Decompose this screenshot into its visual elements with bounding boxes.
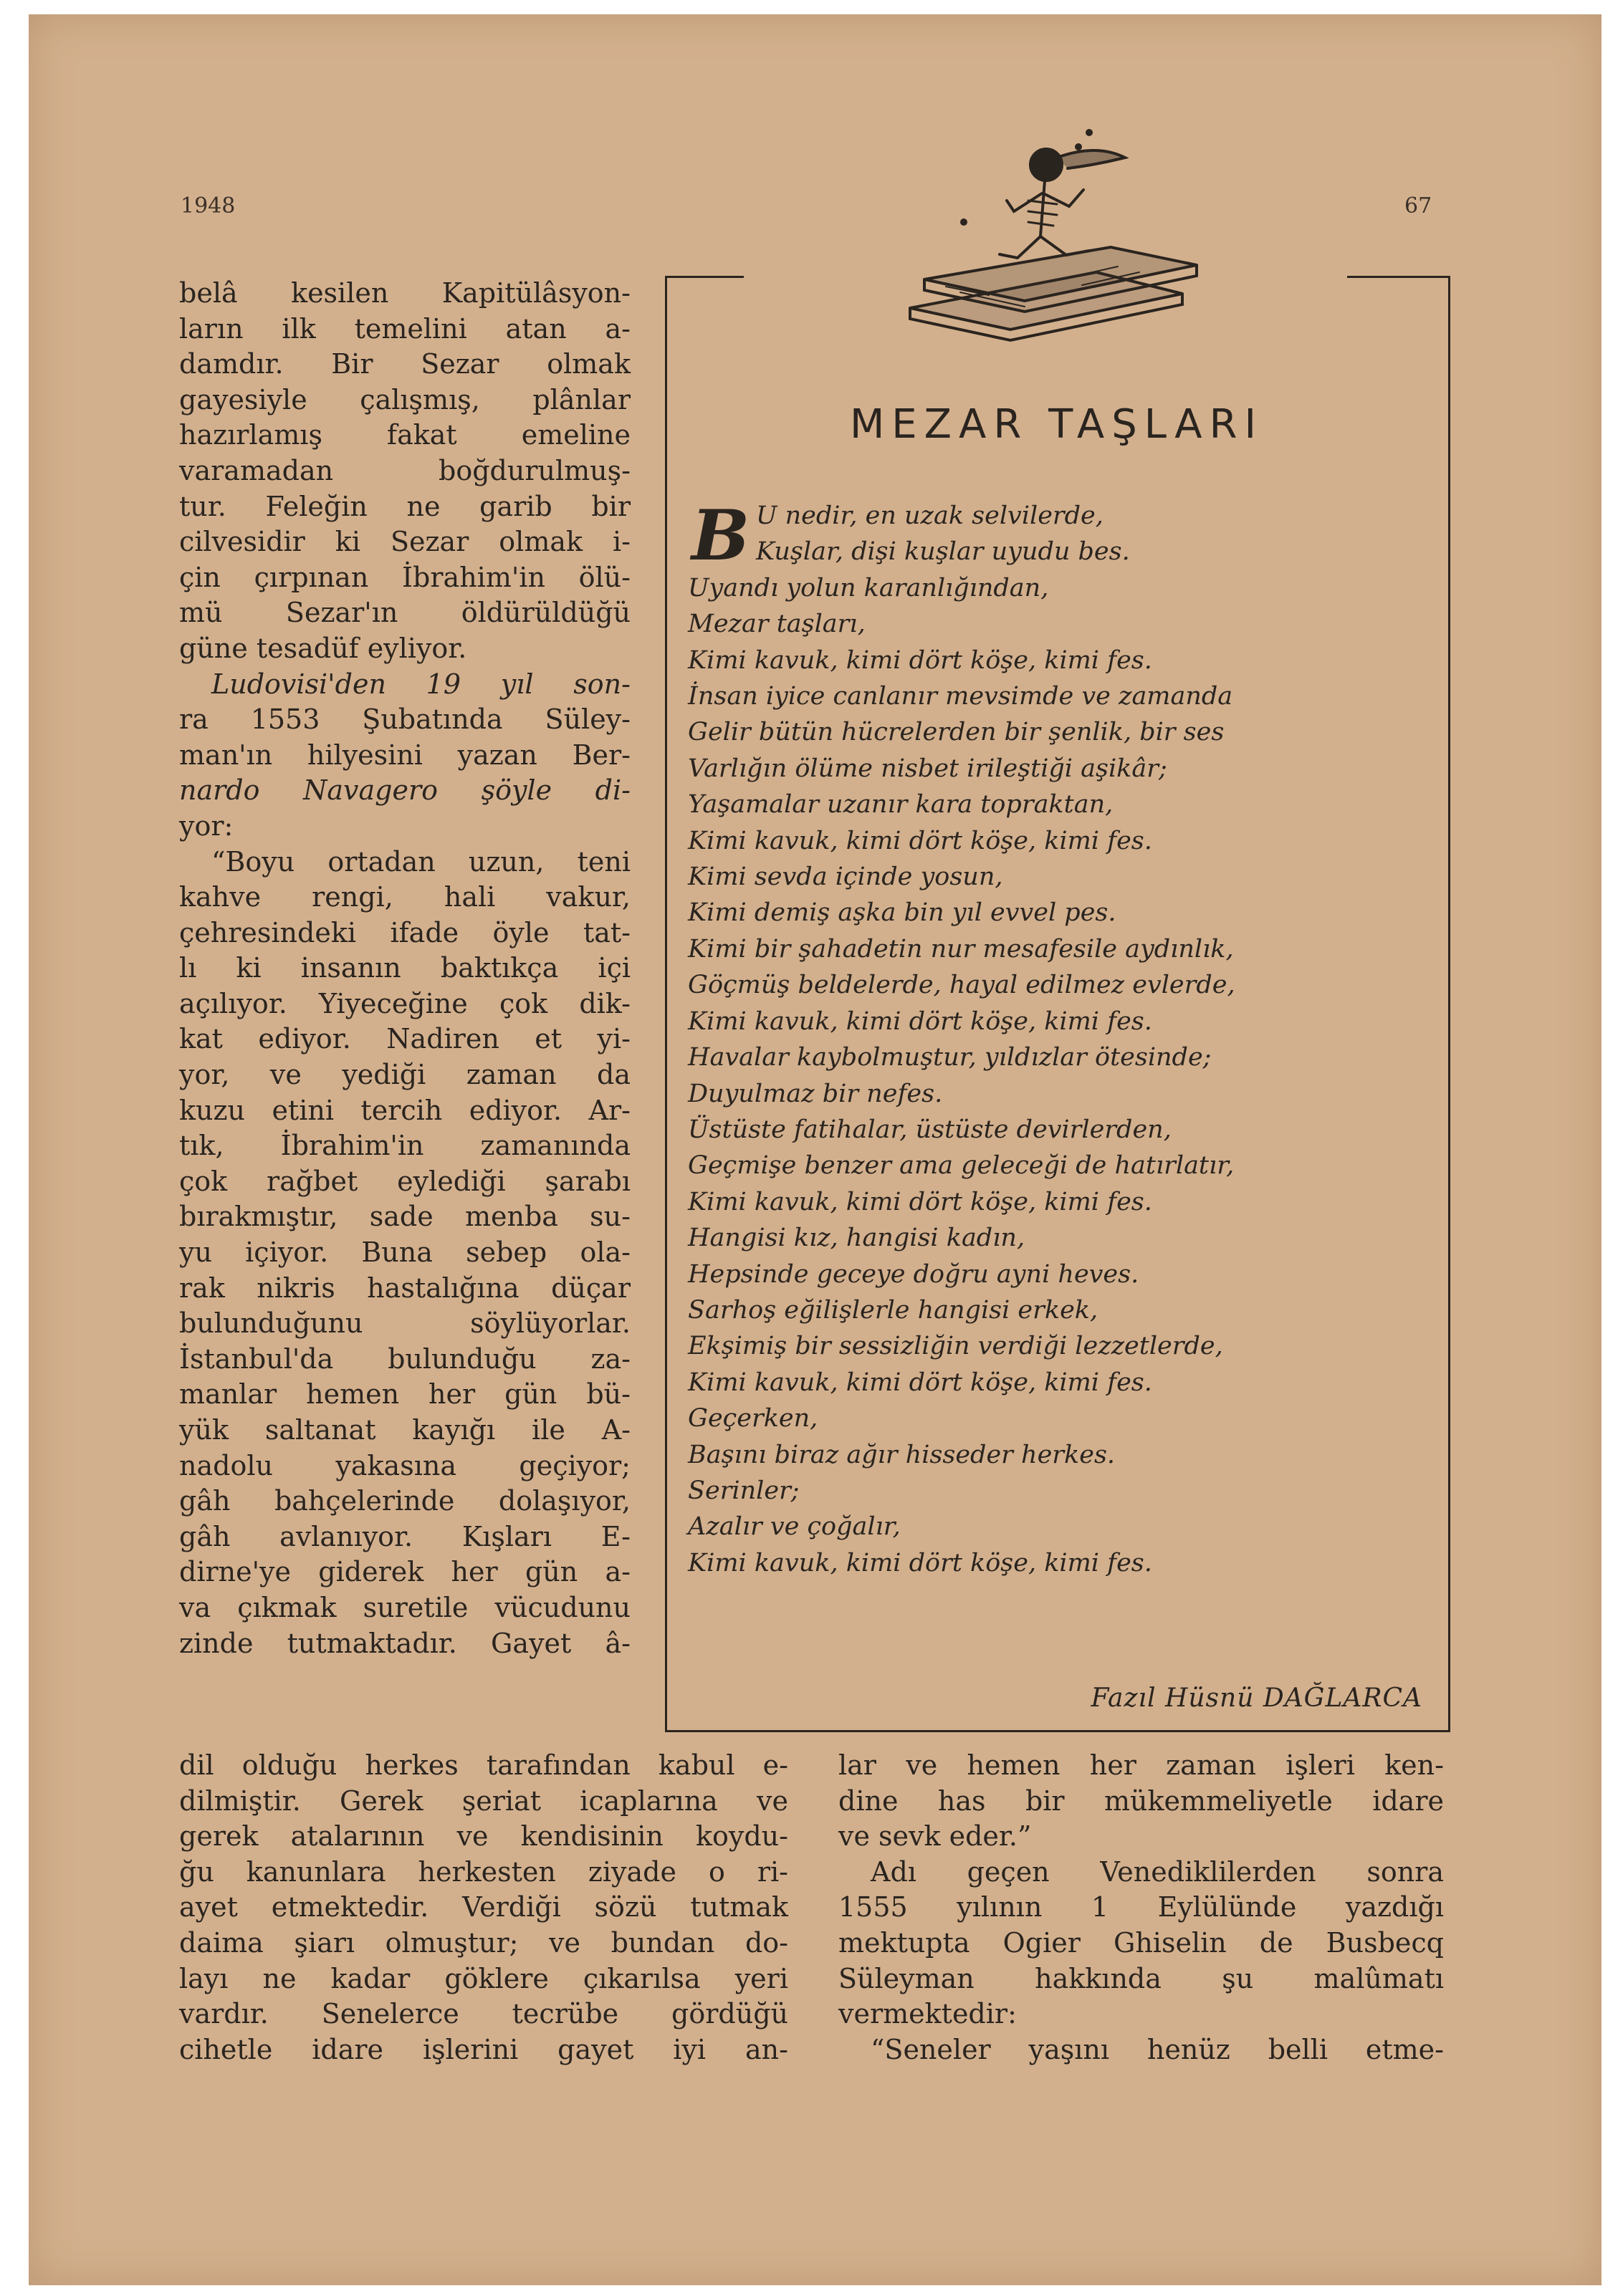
bottom-right-column-text: [838, 1748, 1444, 2067]
poem-line: Duyulmaz bir nefes.: [688, 1079, 943, 1108]
poem-line: Kimi kavuk, kimi dört köşe, kimi fes.: [688, 1368, 1152, 1397]
bottom-left-column-text: [179, 1748, 788, 2067]
text-line: yor, ve yediği zaman da: [179, 1059, 631, 1091]
text-line: Adı geçen Venediklilerden sonra: [871, 1855, 1444, 1888]
text-line: ğu kanunlara herkesten ziyade o ri-: [179, 1855, 788, 1888]
frame-top-left-rule: [665, 276, 744, 278]
text-line: “Seneler yaşını henüz belli etme-: [871, 2033, 1444, 2065]
poem-line: Geçmişe benzer ama geleceği de hatırlatır,: [688, 1151, 1235, 1181]
poem-line: Kimi bir şahadetin nur mesafesile aydınlık,: [688, 934, 1234, 964]
text-line: lı ki insanın baktıkça içi: [179, 952, 631, 984]
text-line: gâh avlanıyor. Kışları E-: [179, 1520, 631, 1552]
poem-line: Hepsinde geceye doğru ayni heves.: [688, 1259, 1139, 1289]
poem-author: Fazıl Hüsnü DAĞLARCA: [1091, 1683, 1422, 1713]
text-line: ların ilk temelini atan a-: [179, 312, 631, 345]
page-number: 67: [1404, 193, 1432, 218]
poem-line: U nedir, en uzak selvilerde,: [756, 501, 1103, 530]
text-line: nadolu yakasına geçiyor;: [179, 1449, 631, 1481]
text-line: ra 1553 Şubatında Süley-: [179, 703, 631, 736]
poem-line: Kimi kavuk, kimi dört köşe, kimi fes.: [688, 1007, 1152, 1036]
poem-line: Havalar kaybolmuştur, yıldızlar ötesinde;: [688, 1043, 1212, 1072]
poem-line: Yaşamalar uzanır kara topraktan,: [688, 790, 1114, 820]
poem-line: Kimi kavuk, kimi dört köşe, kimi fes.: [688, 645, 1152, 675]
frame-top-right-rule: [1347, 276, 1448, 278]
poem-line: Hangisi kız, hangisi kadın,: [688, 1224, 1025, 1253]
text-line: yu içiyor. Buna sebep ola-: [179, 1236, 631, 1269]
text-line: kuzu etini tercih ediyor. Ar-: [179, 1094, 631, 1126]
text-line: tık, İbrahim'in zamanında: [179, 1130, 631, 1162]
poem-line: Göçmüş beldelerde, hayal edilmez evlerde,: [688, 971, 1235, 1000]
text-line: 1555 yılının 1 Eylülünde yazdığı: [838, 1891, 1444, 1923]
text-line: va çıkmak suretile vücudunu: [179, 1591, 631, 1623]
left-column-text: [179, 276, 631, 1661]
text-line: cihetle idare işlerini gayet iyi an-: [179, 2033, 788, 2065]
text-line: tur. Feleğin ne garib bir: [179, 490, 631, 522]
text-line: dil olduğu herkes tarafından kabul e-: [179, 1749, 788, 1781]
text-line: çehresindeki ifade öyle tat-: [179, 916, 631, 948]
text-line: bulunduğunu söylüyorlar.: [179, 1307, 631, 1340]
text-line: belâ kesilen Kapitülâsyon-: [179, 277, 631, 309]
poem-line: Gelir bütün hücrelerden bir şenlik, bir ses: [688, 718, 1225, 747]
text-line: manlar hemen her gün bü-: [179, 1378, 631, 1411]
text-line: cilvesidir ki Sezar olmak i-: [179, 526, 631, 558]
text-line: gerek atalarının ve kendisinin koydu-: [179, 1820, 788, 1853]
poem-line: Geçerken,: [688, 1404, 818, 1433]
text-line: varamadan boğdurulmuş-: [179, 454, 631, 486]
poem-line: Varlığın ölüme nisbet irileştiği aşikâr;: [688, 754, 1167, 783]
text-line: dine has bir mükemmeliyetle idare: [838, 1785, 1444, 1817]
text-line: bırakmıştır, sade menba su-: [179, 1201, 631, 1233]
text-line: mü Sezar'ın öldürüldüğü: [179, 597, 631, 629]
text-line: layı ne kadar göklere çıkarılsa yeri: [179, 1962, 788, 1994]
text-line: “Boyu ortadan uzun, teni: [211, 845, 631, 878]
poem-line: Kimi sevda içinde yosun,: [688, 863, 1003, 892]
text-line: kahve rengi, hali vakur,: [179, 881, 631, 913]
text-line: İstanbul'da bulunduğu za-: [179, 1342, 631, 1375]
poem-line: Serinler;: [688, 1476, 800, 1505]
poem-line: Ekşimiş bir sessizliğin verdiği lezzetlerde,: [688, 1332, 1223, 1361]
text-line: nardo Navagero şöyle di-: [179, 774, 631, 807]
poem-line: Üstüste fatihalar, üstüste devirlerden,: [688, 1115, 1172, 1144]
poem-line: Başını biraz ağır hisseder herkes.: [688, 1440, 1116, 1469]
text-line: dilmiştir. Gerek şeriat icaplarına ve: [179, 1785, 788, 1817]
text-line: yor:: [179, 810, 234, 842]
text-line: lar ve hemen her zaman işleri ken-: [838, 1749, 1444, 1781]
poem-line: Kimi kavuk, kimi dört köşe, kimi fes.: [688, 1548, 1152, 1577]
poem-line: Uyandı yolun karanlığından,: [688, 573, 1049, 602]
page-year: 1948: [181, 193, 236, 218]
text-line: yük saltanat kayığı ile A-: [179, 1414, 631, 1446]
text-line: Ludovisi'den 19 yıl son-: [211, 668, 631, 700]
text-line: gâh bahçelerinde dolaşıyor,: [179, 1485, 631, 1517]
text-line: kat ediyor. Nadiren et yi-: [179, 1023, 631, 1055]
text-line: çin çırpınan İbrahim'in ölü-: [179, 561, 631, 593]
text-line: ve sevk eder.”: [838, 1820, 1032, 1853]
text-line: mektupta Ogier Ghiselin de Busbecq: [838, 1926, 1444, 1959]
poem-body: [688, 495, 1426, 1581]
poem-line: İnsan iyice canlanır mevsimde ve zamanda: [688, 682, 1233, 711]
poem-title: MEZAR TAŞLARI: [849, 401, 1263, 448]
poem-line: Mezar taşları,: [688, 610, 866, 639]
text-line: açılıyor. Yiyeceğine çok dik-: [179, 987, 631, 1019]
text-line: vermektedir:: [838, 1998, 1017, 2030]
text-line: man'ın hilyesini yazan Ber-: [179, 739, 631, 771]
text-line: güne tesadüf eyliyor.: [179, 632, 467, 664]
poem-drop-cap: B: [691, 495, 750, 576]
text-line: gayesiyle çalışmış, plânlar: [179, 383, 631, 416]
text-line: çok rağbet eylediği şarabı: [179, 1165, 631, 1197]
text-line: hazırlamış fakat emeline: [179, 419, 631, 451]
poem-line: Sarhoş eğilişlerle hangisi erkek,: [688, 1295, 1098, 1325]
poem-line: Azalır ve çoğalır,: [688, 1512, 901, 1542]
text-line: daima şiarı olmuştur; ve bundan do-: [179, 1926, 788, 1959]
text-line: damdır. Bir Sezar olmak: [179, 348, 631, 380]
text-line: Süleyman hakkında şu malûmatı: [838, 1962, 1444, 1994]
poem-line: Kuşlar, dişi kuşlar uyudu bes.: [756, 537, 1130, 567]
text-line: vardır. Senelerce tecrübe gördüğü: [179, 1998, 788, 2030]
poem-line: Kimi demiş aşka bin yıl evvel pes.: [688, 898, 1116, 928]
text-line: ayet etmektedir. Verdiği sözü tutmak: [179, 1891, 788, 1923]
poem-line: Kimi kavuk, kimi dört köşe, kimi fes.: [688, 826, 1152, 855]
poem-line: Kimi kavuk, kimi dört köşe, kimi fes.: [688, 1187, 1152, 1216]
text-line: dirne'ye giderek her gün a-: [179, 1556, 631, 1588]
text-line: zinde tutmaktadır. Gayet â-: [179, 1627, 631, 1659]
text-line: rak nikris hastalığına düçar: [179, 1272, 631, 1304]
